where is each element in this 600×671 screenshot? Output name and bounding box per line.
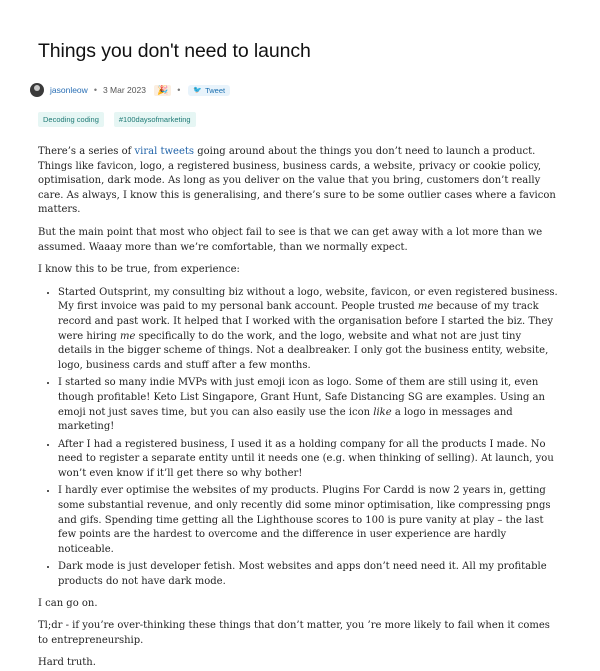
tweet-label: Tweet: [205, 85, 226, 95]
viral-tweets-link[interactable]: viral tweets: [134, 146, 195, 157]
emoji-reaction[interactable]: 🎉: [154, 85, 171, 96]
avatar[interactable]: [30, 83, 44, 97]
list-item: • Dark mode is just developer fetish. Most websites and apps don’t need need it. All my profitable products do not have dark mode.: [58, 560, 558, 589]
list-item: • I hardly ever optimise the websites of my products. Plugins For Cardd is now 2 years in, getting some substantial revenue, and only recently did some minor optimisation, like compressing pngs and gifs. Spending time getting all the Lighthouse scores to 100 is pure vanity at play – the last few points are the hardest to overcome and the difference in user experience are hardly noticeable.: [58, 484, 558, 557]
separator-dot: •: [177, 85, 181, 95]
author-link[interactable]: jasonleow: [50, 85, 88, 95]
tweet-button[interactable]: [188, 85, 230, 96]
twitter-bird-icon: 🐦: [193, 87, 203, 94]
experience-list: [38, 286, 558, 590]
tag-list: [38, 112, 548, 127]
paragraph: I know this to be true, from experience:: [38, 264, 240, 276]
paragraph: There’s a series of viral tweets going around about the things you don’t need to launch a product. Things like favicon, logo, a registered business, business cards, a website, privacy or cookie policy, optimisation, dark mode. As long as you deliver on the value that you bring, customers don’t really care. As always, I know this is generalising, and there’s sure to be some outlier cases where a favicon matters.: [38, 146, 556, 216]
post-meta: [38, 82, 548, 98]
tag-100daysofmarketing[interactable]: #100daysofmarketing: [114, 112, 196, 127]
paragraph: Tl;dr - if you’re over-thinking these things that don’t matter, you ’re more likely to fail when it comes to entrepreneurship.: [38, 620, 550, 646]
paragraph: I can go on.: [38, 597, 98, 609]
post-body: [38, 145, 558, 671]
separator-dot: •: [93, 85, 97, 95]
post-date: 3 Mar 2023: [102, 85, 146, 95]
tag-decoding-coding[interactable]: Decoding coding: [38, 112, 104, 127]
list-item: • I started so many indie MVPs with just emoji icon as logo. Some of them are still using it, even though profitable! Keto List Singapore, Grant Hunt, Safe Distancing SG are examples. Using an emoji not just saves time, but you can also easily use the icon like a logo in messages and marketing!: [58, 376, 558, 434]
list-item: • Started Outsprint, my consulting biz without a logo, website, favicon, or even registered business. My first invoice was paid to my personal bank account. People trusted me because of my track record and past work. It helped that I worked with the organisation before I started the biz. They were hiring me specifically to do the work, and the logo, website and what not are just tiny details in the bigger scheme of things. Not a dealbreaker. I only got the business entity, website, logo, business cards and stuff after a few months.: [58, 286, 558, 374]
paragraph: Hard truth.: [38, 657, 96, 669]
paragraph: But the main point that most who object fail to see is that we can get away with a lot more than we assumed. Waaay more than we’re comfortable, than we normally expect.: [38, 226, 543, 253]
list-item: • After I had a registered business, I used it as a holding company for all the products I made. No need to register a separate entity until it needs one (e.g. when thinking of selling). At launch, you won’t even know if it’ll get there so why bother!: [58, 438, 558, 482]
post-title: Things you don't need to launch: [38, 40, 311, 62]
